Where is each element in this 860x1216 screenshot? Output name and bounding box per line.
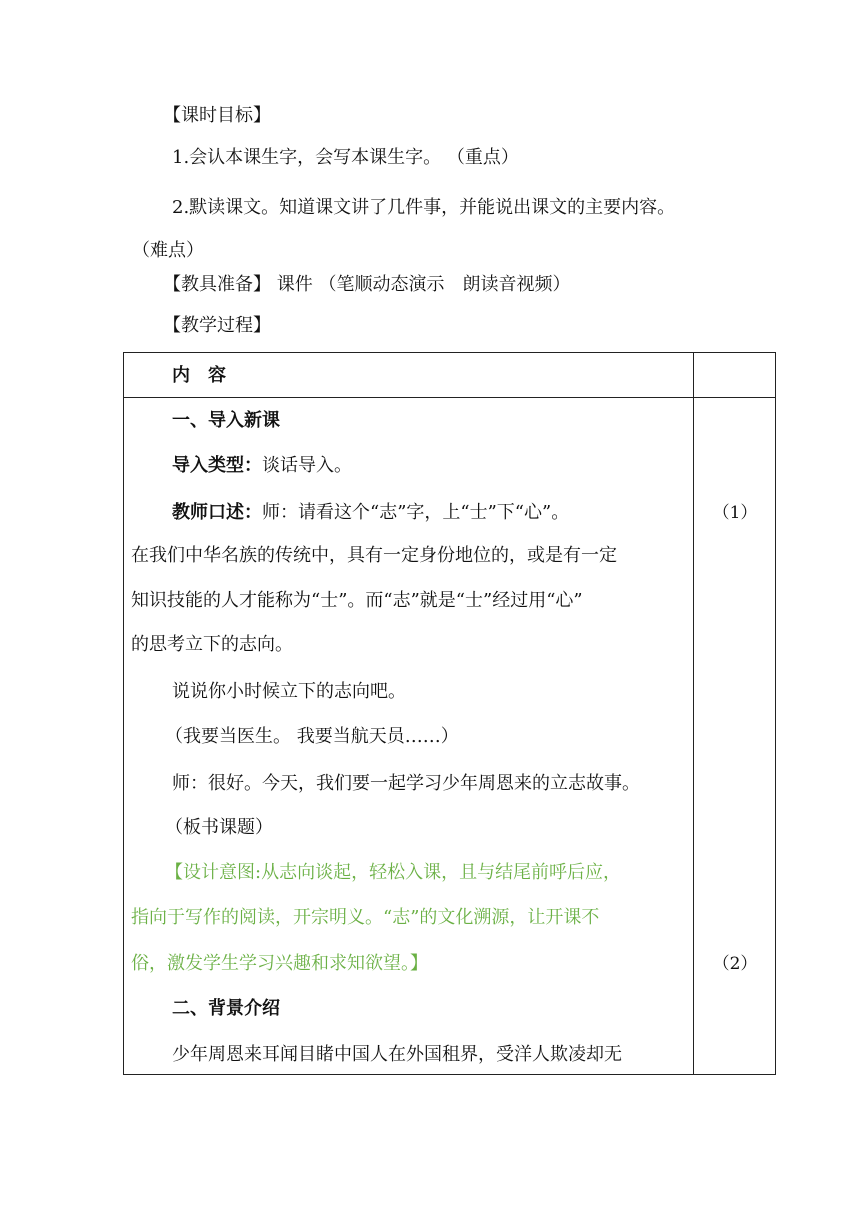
design-intent-line1: 【设计意图:从志向谈起，轻松入课，且与结尾前呼后应，: [165, 862, 622, 883]
teacher-statement-line4: 的思考立下的志向。: [131, 634, 293, 655]
teacher-response: 师：很好。今天，我们要一起学习少年周恩来的立志故事。: [172, 773, 640, 794]
side-number-2: （2）: [712, 954, 758, 974]
lesson-goals-heading: 【课时目标】: [163, 105, 271, 126]
design-intent-line3: 俗，激发学生学习兴趣和求知欲望。】: [131, 953, 428, 974]
intro-type-label: 导入类型：: [172, 455, 262, 476]
table-header-divider: [123, 397, 776, 398]
ask-students: 说说你小时候立下的志向吧。: [172, 681, 406, 702]
teacher-statement-line2: 在我们中华名族的传统中，具有一定身份地位的，或是有一定: [131, 545, 617, 566]
teaching-process-heading: 【教学过程】: [163, 315, 271, 336]
section-2-title: 二、背景介绍: [172, 998, 280, 1019]
teacher-statement-text: 师：请看这个“志”字，上“士”下“心”。: [262, 502, 570, 523]
teaching-tools: 【教具准备】 课件 （笔顺动态演示 朗读音视频）: [163, 274, 571, 295]
side-number-1: （1）: [712, 503, 758, 523]
teacher-statement-line3: 知识技能的人才能称为“士”。而“志”就是“士”经过用“心”: [131, 590, 583, 611]
intro-type-value: 谈话导入。: [262, 455, 352, 476]
background-line1: 少年周恩来耳闻目睹中国人在外国租界，受洋人欺凌却无: [172, 1044, 622, 1065]
intro-type: [172, 454, 352, 478]
goal-item-2-line2: （难点）: [132, 240, 204, 261]
board-title-note: （板书课题）: [165, 817, 273, 838]
design-intent-line2: 指向于写作的阅读，开宗明义。“志”的文化溯源，让开课不: [131, 907, 600, 928]
teacher-statement-label: 教师口述：: [172, 502, 262, 523]
goal-item-2-line1: 2.默读课文。知道课文讲了几件事，并能说出课文的主要内容。: [172, 197, 676, 218]
student-answers: （我要当医生。 我要当航天员……）: [165, 726, 459, 747]
goal-item-1: 1.会认本课生字，会写本课生字。 （重点）: [172, 147, 519, 168]
teacher-statement-line1: [172, 501, 569, 525]
table-header-content: 内 容: [172, 365, 226, 386]
section-1-title: 一、导入新课: [172, 410, 280, 431]
